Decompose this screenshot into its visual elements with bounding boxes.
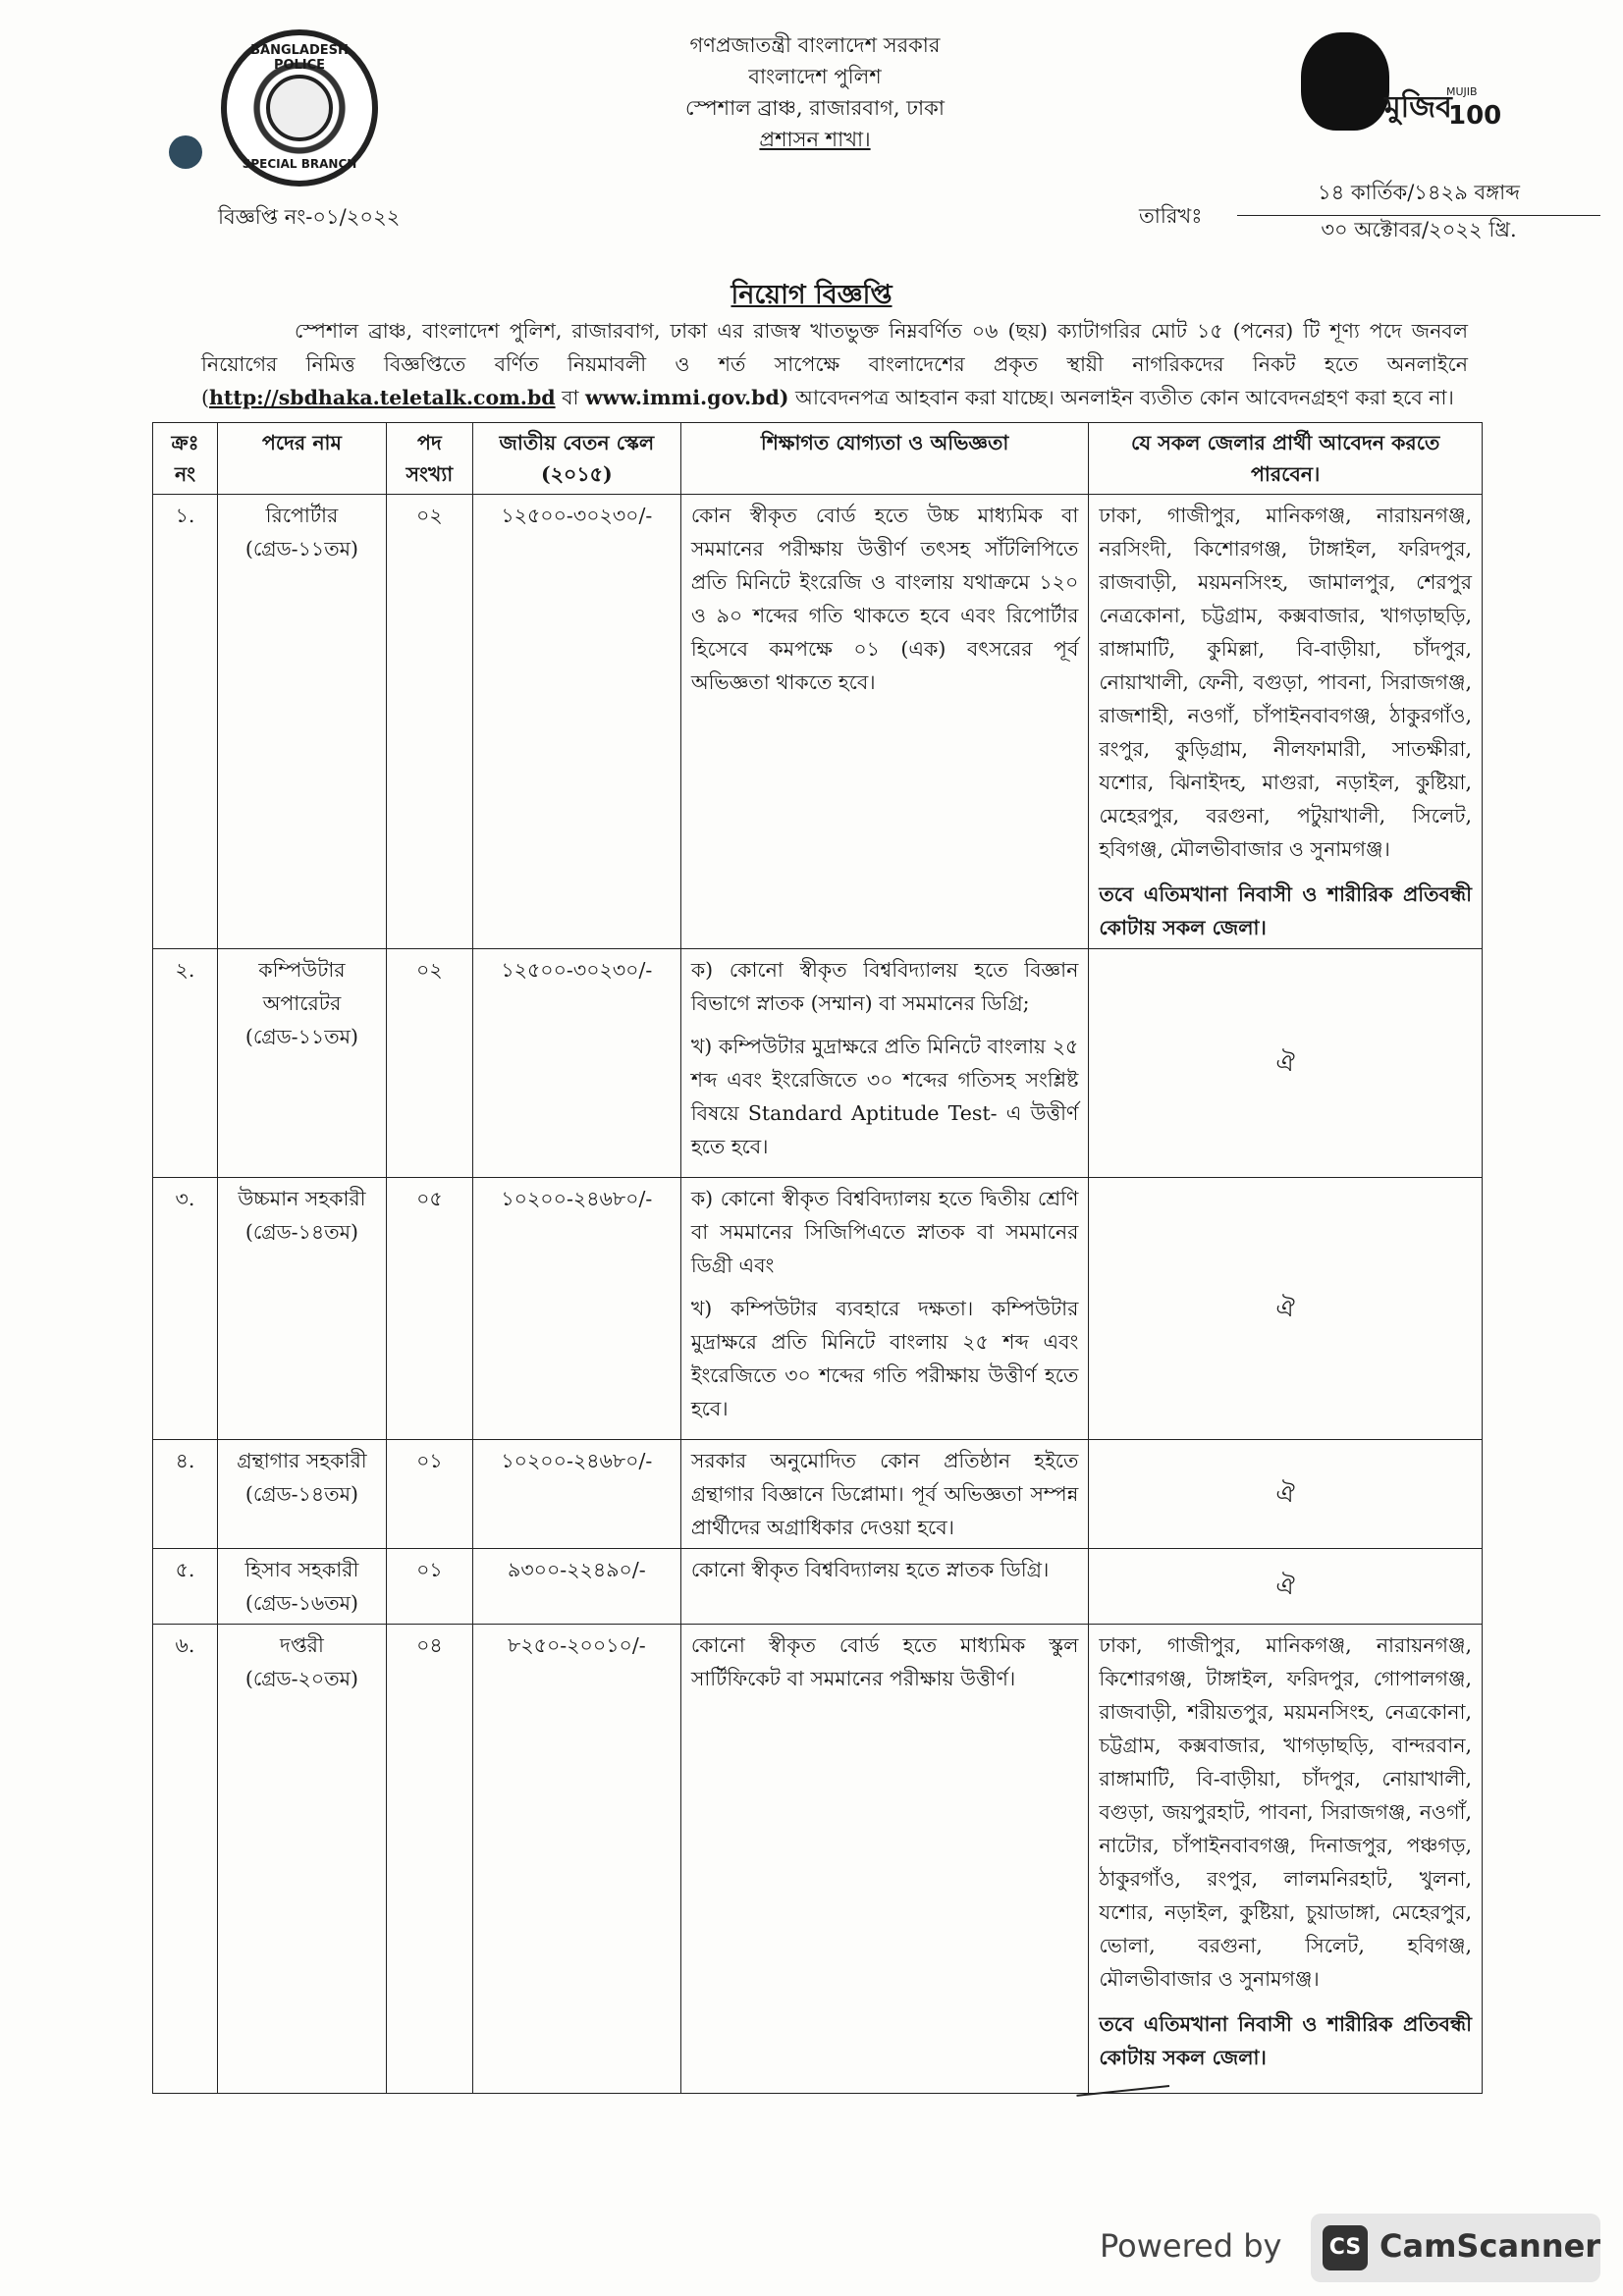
logo-bottom-text: SPECIAL BRANCH bbox=[242, 157, 357, 171]
table-row bbox=[153, 1440, 1483, 1549]
date-label: তারিখঃ bbox=[1139, 204, 1203, 228]
header-qualification: শিক্ষাগত যোগ্যতা ও অভিজ্ঞতা bbox=[680, 423, 1089, 495]
table-row bbox=[153, 1549, 1483, 1625]
post-grade: (গ্রেড-১১তম) bbox=[244, 537, 358, 561]
table-row bbox=[153, 495, 1483, 949]
intro-part-1: স্পেশাল ব্রাঞ্চ, বাংলাদেশ পুলিশ, রাজারবাগ, ঢাকা এর রাজস্ব খাতভুক্ত নিম্নবর্ণিত ০৬ (ছয়) ক্যাটাগরির মোট ১৫ (পনের) টি শূণ্য পদে জনবল নিয়োগের নিমিত্ত বিজ্ঞপ্তিতে বর্ণিত নিয়মাবলী ও শর্ত সাপেক্ষে বাংলাদেশের প্রকৃত স্থায়ী নাগরিকদের নিকট হতে অনলাইনে ( bbox=[201, 319, 1468, 409]
portrait-icon bbox=[1301, 32, 1389, 131]
header-line-4: প্রশাসন শাখা। bbox=[759, 128, 871, 151]
header-scale: জাতীয় বেতন স্কেল (২০১৫) bbox=[472, 423, 680, 495]
qualification-cell bbox=[680, 1178, 1089, 1440]
camscanner-name: CamScanner bbox=[1380, 2227, 1601, 2265]
qualification-text: কোনো স্বীকৃত বোর্ড হতে মাধ্যমিক স্কুল সার্টিফিকেট বা সমমানের পরীক্ষায় উত্তীর্ণ। bbox=[690, 1633, 1079, 1690]
seal-dot bbox=[169, 135, 202, 169]
header-line-2: বাংলাদেশ পুলিশ bbox=[748, 65, 882, 88]
header-line-3: স্পেশাল ব্রাঞ্চ, রাজারবাগ, ঢাকা bbox=[685, 96, 945, 120]
count-cell: ০২ bbox=[386, 495, 472, 949]
letterhead bbox=[589, 29, 1041, 155]
post-cell bbox=[217, 1549, 386, 1625]
serial-cell: ১. bbox=[153, 495, 218, 949]
mujib-tag: MUJIB bbox=[1446, 85, 1478, 98]
qualification-text: সরকার অনুমোদিত কোন প্রতিষ্ঠান হইতে গ্রন্থাগার বিজ্ঞানে ডিপ্লোমা। পূর্ব অভিজ্ঞতা সম্পন্ন প্রার্থীদের অগ্রাধিকার দেওয়া হবে। bbox=[690, 1449, 1079, 1539]
powered-by-text: Powered by bbox=[1100, 2227, 1282, 2265]
vacancy-table bbox=[152, 422, 1483, 2094]
eagle-emblem-icon bbox=[266, 75, 333, 141]
intro-part-2: আবেদনপত্র আহবান করা যাচ্ছে। অনলাইন ব্যতীত কোন আবেদনগ্রহণ করা হবে না। bbox=[788, 386, 1454, 409]
post-cell bbox=[217, 949, 386, 1178]
qualification-text: ক) কোনো স্বীকৃত বিশ্ববিদ্যালয় হতে বিজ্ঞান বিভাগে স্নাতক (সম্মান) বা সমমানের ডিগ্রি; bbox=[690, 958, 1079, 1015]
scale-cell: ৮২৫০-২০০১০/- bbox=[472, 1625, 680, 2094]
date-bangla: ১৪ কার্তিক/১৪২৯ বঙ্গাব্দ bbox=[1237, 177, 1600, 216]
count-cell: ০৪ bbox=[386, 1625, 472, 2094]
logo-top-text: BANGLADESH POLICE bbox=[250, 43, 349, 73]
scale-cell: ৯৩০০-২২৪৯০/- bbox=[472, 1549, 680, 1625]
qualification-text: কোনো স্বীকৃত বিশ্ববিদ্যালয় হতে স্নাতক ডিগ্রি। bbox=[690, 1558, 1050, 1581]
post-grade: (গ্রেড-১৪তম) bbox=[244, 1220, 358, 1244]
districts-text: ঢাকা, গাজীপুর, মানিকগঞ্জ, নারায়নগঞ্জ, নরসিংদী, কিশোরগঞ্জ, টাঙ্গাইল, ফরিদপুর, রাজবাড়ী, ময়মনসিংহ, জামালপুর, শেরপুর নেত্রকোনা, চট্টগ্রাম, কক্সবাজার, খাগড়াছড়ি, রাঙ্গামাটি, কুমিল্লা, বি-বাড়ীয়া, চাঁদপুর, নোয়াখালী, ফেনী, বগুড়া, পাবনা, সিরাজগঞ্জ, রাজশাহী, নওগাঁ, চাঁপাইনবাবগঞ্জ, ঠাকুরগাঁও, রংপুর, কুড়িগ্রাম, নীলফামারী, সাতক্ষীরা, যশোর, ঝিনাইদহ, মাগুরা, নড়াইল, কুষ্টিয়া, মেহেরপুর, বরগুনা, পটুয়াখালী, সিলেট, হবিগঞ্জ, মৌলভীবাজার ও সুনামগঞ্জ। bbox=[1099, 504, 1472, 861]
quota-note: তবে এতিমখানা নিবাসী ও শারীরিক প্রতিবন্ধী কোটায় সকল জেলা। bbox=[1099, 882, 1472, 939]
count-cell: ০১ bbox=[386, 1549, 472, 1625]
header-line-1: গণপ্রজাতন্ত্রী বাংলাদেশ সরকার bbox=[689, 33, 941, 57]
post-cell bbox=[217, 1440, 386, 1549]
table-row bbox=[153, 1178, 1483, 1440]
mujib-100-logo bbox=[1281, 25, 1502, 137]
districts-cell: ঐ bbox=[1089, 949, 1483, 1178]
count-cell: ০২ bbox=[386, 949, 472, 1178]
districts-cell: ঐ bbox=[1089, 1178, 1483, 1440]
districts-cell bbox=[1089, 495, 1483, 949]
header-serial: ক্রঃ নং bbox=[153, 423, 218, 495]
post-name: রিপোর্টার bbox=[265, 504, 339, 527]
scale-cell: ১২৫০০-৩০২৩০/- bbox=[472, 949, 680, 1178]
scale-cell: ১০২০০-২৪৬৮০/- bbox=[472, 1440, 680, 1549]
intro-mid: বা bbox=[555, 386, 586, 409]
police-logo bbox=[221, 29, 378, 187]
qualification-text: কোন স্বীকৃত বোর্ড হতে উচ্চ মাধ্যমিক বা সমমানের পরীক্ষায় উত্তীর্ণ তৎসহ সাঁটলিপিতে প্রতি মিনিটে ইংরেজি ও বাংলায় যথাক্রমে ১২০ ও ৯০ শব্দের গতি থাকতে হবে এবং রিপোর্টার হিসেবে কমপক্ষে ০১ (এক) বৎসরের পূর্ব অভিজ্ঞতা থাকতে হবে। bbox=[690, 504, 1079, 694]
post-grade: (গ্রেড-১৪তম) bbox=[244, 1482, 358, 1506]
header-count: পদ সংখ্যা bbox=[386, 423, 472, 495]
count-cell: ০১ bbox=[386, 1440, 472, 1549]
post-name: দপ্তরী bbox=[280, 1633, 324, 1657]
scale-cell: ১২৫০০-৩০২৩০/- bbox=[472, 495, 680, 949]
mujib-number: 100 bbox=[1448, 101, 1502, 131]
camscanner-badge bbox=[1311, 2214, 1600, 2282]
serial-cell: ৩. bbox=[153, 1178, 218, 1440]
districts-cell: ঐ bbox=[1089, 1549, 1483, 1625]
serial-cell: ৪. bbox=[153, 1440, 218, 1549]
date-english: ৩০ অক্টোবর/২০২২ খ্রি. bbox=[1321, 218, 1517, 241]
qualification-cell bbox=[680, 495, 1089, 949]
serial-cell: ৫. bbox=[153, 1549, 218, 1625]
post-cell bbox=[217, 1625, 386, 2094]
table-header-row bbox=[153, 423, 1483, 495]
post-cell bbox=[217, 1178, 386, 1440]
quota-note: তবে এতিমখানা নিবাসী ও শারীরিক প্রতিবন্ধী কোটায় সকল জেলা। bbox=[1099, 2012, 1472, 2069]
serial-cell: ৬. bbox=[153, 1625, 218, 2094]
qualification-text: খ) কম্পিউটার মুদ্রাক্ষরে প্রতি মিনিটে বাংলায় ২৫ শব্দ এবং ইংরেজিতে ৩০ শব্দের গতিসহ সংশ্লিষ্ট বিষয়ে Standard Aptitude Test- এ উত্তীর্ণ হতে হবে। bbox=[690, 1035, 1079, 1158]
intro-paragraph bbox=[201, 314, 1468, 414]
qualification-cell bbox=[680, 1549, 1089, 1625]
post-grade: (গ্রেড-২০তম) bbox=[244, 1667, 358, 1690]
post-grade: (গ্রেড-১১তম) bbox=[244, 1025, 358, 1048]
post-name: কম্পিউটার অপারেটর bbox=[258, 958, 346, 1015]
serial-cell: ২. bbox=[153, 949, 218, 1178]
page-title: নিয়োগ বিজ্ঞপ্তি bbox=[730, 280, 893, 310]
post-grade: (গ্রেড-১৬তম) bbox=[244, 1591, 358, 1615]
post-name: গ্রন্থাগার সহকারী bbox=[237, 1449, 367, 1472]
post-name: হিসাব সহকারী bbox=[244, 1558, 359, 1581]
application-link-1[interactable]: http://sbdhaka.teletalk.com.bd bbox=[209, 386, 556, 409]
notice-number: বিজ্ঞপ্তি নং-০১/২০২২ bbox=[218, 205, 401, 229]
qualification-cell bbox=[680, 1625, 1089, 2094]
camscanner-watermark bbox=[1100, 2214, 1600, 2282]
qualification-text: খ) কম্পিউটার ব্যবহারে দক্ষতা। কম্পিউটার মুদ্রাক্ষরে প্রতি মিনিটে বাংলায় ২৫ শব্দ এবং ইংরেজিতে ৩০ শব্দের গতি পরীক্ষায় উত্তীর্ণ হতে হবে। bbox=[690, 1297, 1079, 1420]
qualification-text: ক) কোনো স্বীকৃত বিশ্ববিদ্যালয় হতে দ্বিতীয় শ্রেণি বা সমমানের সিজিপিএতে স্নাতক বা সমমানের ডিগ্রী এবং bbox=[690, 1187, 1079, 1277]
post-name: উচ্চমান সহকারী bbox=[238, 1187, 366, 1210]
header-districts: যে সকল জেলার প্রার্থী আবেদন করতে পারবেন। bbox=[1089, 423, 1483, 495]
post-cell bbox=[217, 495, 386, 949]
table-row bbox=[153, 1625, 1483, 2094]
districts-cell: ঐ bbox=[1089, 1440, 1483, 1549]
scale-cell: ১০২০০-২৪৬৮০/- bbox=[472, 1178, 680, 1440]
districts-cell bbox=[1089, 1625, 1483, 2094]
header-post: পদের নাম bbox=[217, 423, 386, 495]
qualification-cell bbox=[680, 1440, 1089, 1549]
camscanner-icon: CS bbox=[1323, 2225, 1368, 2270]
table-row bbox=[153, 949, 1483, 1178]
count-cell: ০৫ bbox=[386, 1178, 472, 1440]
application-link-2[interactable]: www.immi.gov.bd) bbox=[585, 386, 789, 409]
districts-text: ঢাকা, গাজীপুর, মানিকগঞ্জ, নারায়নগঞ্জ, কিশোরগঞ্জ, টাঙ্গাইল, ফরিদপুর, গোপালগঞ্জ, রাজবাড়ী, শরীয়তপুর, ময়মনসিংহ, নেত্রকোনা, চট্টগ্রাম, কক্সবাজার, খাগড়াছড়ি, বান্দরবান, রাঙ্গামাটি, বি-বাড়ীয়া, চাঁদপুর, নোয়াখালী, বগুড়া, জয়পুরহাট, পাবনা, সিরাজগঞ্জ, নওগাঁ, নাটোর, চাঁপাইনবাবগঞ্জ, দিনাজপুর, পঞ্চগড়, ঠাকুরগাঁও, রংপুর, লালমনিরহাট, খুলনা, যশোর, নড়াইল, কুষ্টিয়া, চুয়াডাঙ্গা, মেহেরপুর, ভোলা, বরগুনা, সিলেট, হবিগঞ্জ, মৌলভীবাজার ও সুনামগঞ্জ। bbox=[1099, 1633, 1472, 1991]
mujib-script: মুজিব bbox=[1384, 90, 1452, 125]
qualification-cell bbox=[680, 949, 1089, 1178]
